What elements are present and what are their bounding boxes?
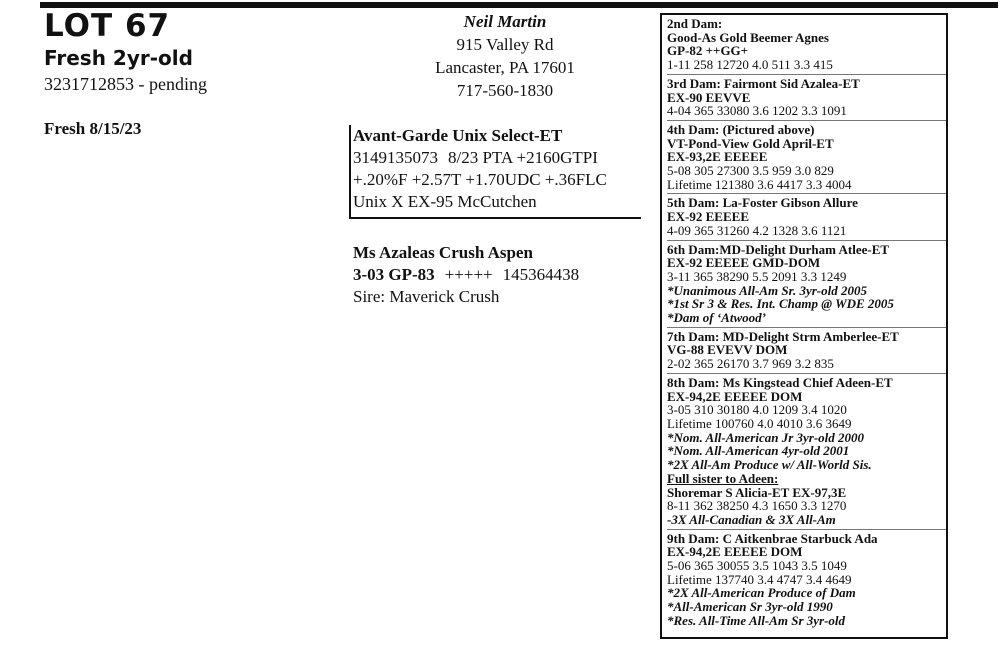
sire-reg: 3149135073 [353, 148, 438, 167]
consignor-phone: 717-560-1830 [456, 81, 554, 100]
dam-generation [667, 74, 946, 118]
dam-name: Ms Azaleas Crush Aspen [353, 243, 533, 262]
pedigree-line: Lifetime 137740 3.4 4747 3.4 4649 [667, 571, 852, 587]
pedigree-line: 5-06 365 30055 3.5 1043 3.5 1049 [667, 558, 847, 574]
dam-age-score: 3-03 GP-83 [353, 265, 435, 284]
sire-cross: Unix X EX-95 McCutchen [353, 192, 537, 211]
dam-generation [667, 17, 946, 72]
pedigree-line: EX-90 EEVVE [667, 89, 751, 105]
dam-reg: 145364438 [502, 265, 580, 284]
pedigree-line: Good-As Gold Beemer Agnes [667, 29, 829, 45]
pedigree-line: *2X All-American Produce of Dam [667, 585, 856, 601]
sire-pta: 8/23 PTA +2160GTPI [448, 148, 598, 167]
fresh-date: Fresh 8/15/23 [44, 119, 142, 138]
pedigree-line: 3-05 310 30180 4.0 1209 3.4 1020 [667, 402, 847, 418]
pedigree-line: *Res. All-Time All-Am Sr 3yr-old [667, 612, 846, 628]
pedigree-line: 6th Dam:MD-Delight Durham Atlee-ET [667, 241, 890, 257]
sire-reg-pta [353, 147, 641, 169]
sire-name: Avant-Garde Unix Select-ET [353, 126, 563, 145]
dam-info [353, 242, 653, 308]
dam-generation [667, 193, 946, 237]
dam-generation [667, 327, 946, 371]
dam-generation [667, 240, 946, 325]
pedigree-line: *Nom. All-American 4yr-old 2001 [667, 443, 850, 459]
pedigree-line: 5-08 305 27300 3.5 959 3.0 829 [667, 163, 834, 179]
consignor-address-city: Lancaster, PA 17601 [435, 58, 575, 77]
top-rule [40, 2, 998, 8]
pedigree-line: *Nom. All-American Jr 3yr-old 2000 [667, 429, 865, 445]
pedigree-line: 7th Dam: MD-Delight Strm Amberlee-ET [667, 328, 899, 344]
pedigree-line: 5th Dam: La-Foster Gibson Allure [667, 195, 858, 211]
pedigree-line: 2-02 365 26170 3.7 969 3.2 835 [667, 356, 834, 372]
pedigree-line: 4-09 365 31260 4.2 1328 3.6 1121 [667, 222, 847, 238]
pedigree-line: *Unanimous All-Am Sr. 3yr-old 2005 [667, 282, 867, 298]
lot-number: LOT 67 [44, 8, 171, 44]
pedigree-line: 3-11 365 38290 5.5 2091 3.3 1249 [667, 268, 847, 284]
registration-number: 3231712853 - pending [44, 74, 207, 94]
consignor-name: Neil Martin [463, 12, 547, 31]
pedigree-line: 8th Dam: Ms Kingstead Chief Adeen-ET [667, 374, 893, 390]
dam-sire: Sire: Maverick Crush [353, 287, 500, 306]
dam-generation [667, 373, 946, 527]
pedigree-line: VG-88 EVEVV DOM [667, 342, 788, 358]
sire-bracket [349, 125, 641, 219]
pedigree-line: Full sister to Adeen: [667, 470, 779, 486]
pedigree-line: 3rd Dam: Fairmont Sid Azalea-ET [667, 75, 860, 91]
pedigree-line: EX-94,2E EEEEE DOM [667, 388, 803, 404]
sire-dam-block [353, 125, 653, 308]
dam-generation [667, 529, 946, 628]
pedigree-line: 1-11 258 12720 4.0 511 3.3 415 [667, 57, 833, 73]
pedigree-line: EX-93,2E EEEEE [667, 149, 768, 165]
dam-score-row [353, 264, 653, 286]
pedigree-line: 4th Dam: (Pictured above) [667, 121, 815, 137]
pedigree-line: *2X All-Am Produce w/ All-World Sis. [667, 457, 872, 473]
consignor-address-street: 915 Valley Rd [456, 35, 554, 54]
pedigree-line: *Dam of ‘Atwood’ [667, 310, 766, 326]
pedigree-line: 2nd Dam: [667, 16, 723, 31]
maternal-pedigree-box [660, 13, 948, 639]
pedigree-line: -3X All-Canadian & 3X All-Am [667, 511, 836, 527]
pedigree-line: Lifetime 100760 4.0 4010 3.6 3649 [667, 415, 852, 431]
pedigree-line: EX-92 EEEEE GMD-DOM [667, 255, 821, 271]
pedigree-line: 9th Dam: C Aitkenbrae Starbuck Ada [667, 530, 878, 546]
pedigree-line: EX-94,2E EEEEE DOM [667, 544, 803, 560]
lot-subtitle: Fresh 2yr-old [44, 46, 193, 70]
consignor-block [370, 10, 640, 102]
pedigree-line: *1st Sr 3 & Res. Int. Champ @ WDE 2005 [667, 296, 894, 312]
pedigree-line: Shoremar S Alicia-ET EX-97,3E [667, 484, 847, 500]
dam-stars: +++++ [444, 265, 493, 284]
pedigree-line: 8-11 362 38250 4.3 1650 3.3 1270 [667, 498, 847, 514]
pedigree-line: VT-Pond-View Gold April-ET [667, 135, 834, 151]
sire-traits: +.20%F +2.57T +1.70UDC +.36FLC [353, 170, 607, 189]
pedigree-line: EX-92 EEEEE [667, 209, 749, 225]
pedigree-line: Lifetime 121380 3.6 4417 3.3 4004 [667, 176, 852, 192]
pedigree-line: 4-04 365 33080 3.6 1202 3.3 1091 [667, 103, 847, 119]
dam-generation [667, 120, 946, 192]
pedigree-line: *All-American Sr 3yr-old 1990 [667, 599, 833, 615]
pedigree-line: GP-82 ++GG+ [667, 43, 749, 59]
